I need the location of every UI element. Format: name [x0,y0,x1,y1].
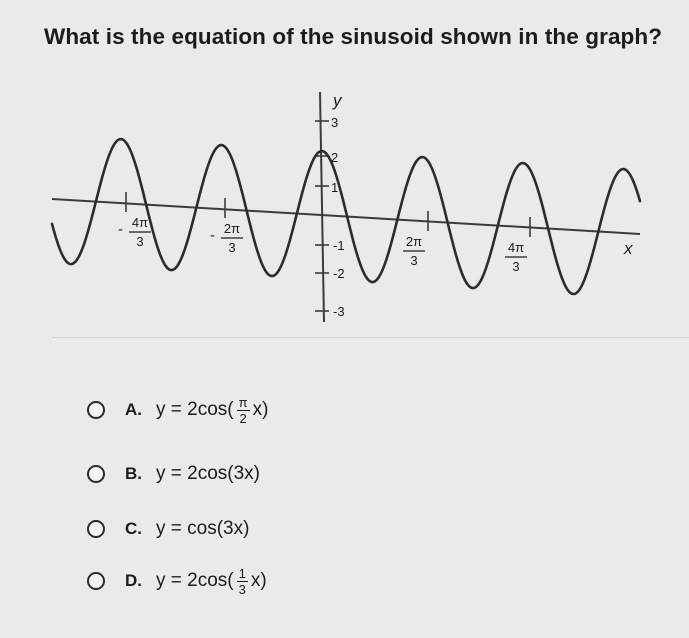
equation-text: y = 2cos(3x) [156,463,261,484]
y-tick-label: 1 [331,180,339,195]
y-axis [320,92,324,322]
x-axis-label: x [624,239,633,258]
equation-text: y = 2cos( [156,399,234,420]
y-tick-label: 2 [331,150,339,165]
y-axis-label: y [333,91,342,110]
x-tick-denominator: 3 [410,253,418,268]
option-letter: D. [125,571,142,590]
x-tick-denominator: 3 [512,259,520,274]
option-letter: C. [125,519,142,538]
y-tick-label: -2 [333,266,345,281]
fraction-numerator: 1 [238,565,246,581]
divider [52,337,689,338]
x-tick-sign: - [210,227,215,244]
x-tick-numerator: 2π [223,221,241,236]
radio-c[interactable] [87,520,105,538]
x-tick-numerator: 4π [131,215,149,230]
y-tick-label: 3 [331,115,339,130]
y-tick-label: -1 [333,238,345,253]
option-d[interactable] [87,566,267,596]
x-tick-numerator: 4π [507,240,525,255]
option-equation [156,518,249,540]
option-letter: A. [125,400,142,419]
option-equation [156,463,260,485]
fraction-denominator: 3 [238,581,246,597]
radio-a[interactable] [87,401,105,419]
option-equation [156,396,268,425]
equation-text: x) [252,399,269,420]
question-text: What is the equation of the sinusoid shown in the graph? [44,24,663,49]
x-tick-numerator: 2π [405,234,423,249]
equation-text: y = cos(3x) [156,518,250,539]
fraction-denominator: 2 [239,410,247,426]
x-tick-denominator: 3 [228,240,236,255]
radio-b[interactable] [87,465,105,483]
y-tick-label: -3 [333,304,345,319]
x-tick-denominator: 3 [136,234,144,249]
option-c[interactable] [87,514,249,544]
x-tick-sign: - [118,221,123,238]
option-b[interactable] [87,459,260,489]
equation-text: x) [250,570,267,591]
fraction-numerator: π [238,394,248,410]
option-a[interactable] [87,395,268,425]
radio-d[interactable] [87,572,105,590]
option-equation [156,567,267,596]
fraction [237,396,250,425]
option-letter: B. [125,464,142,483]
equation-text: y = 2cos( [156,570,234,591]
fraction [237,567,248,596]
